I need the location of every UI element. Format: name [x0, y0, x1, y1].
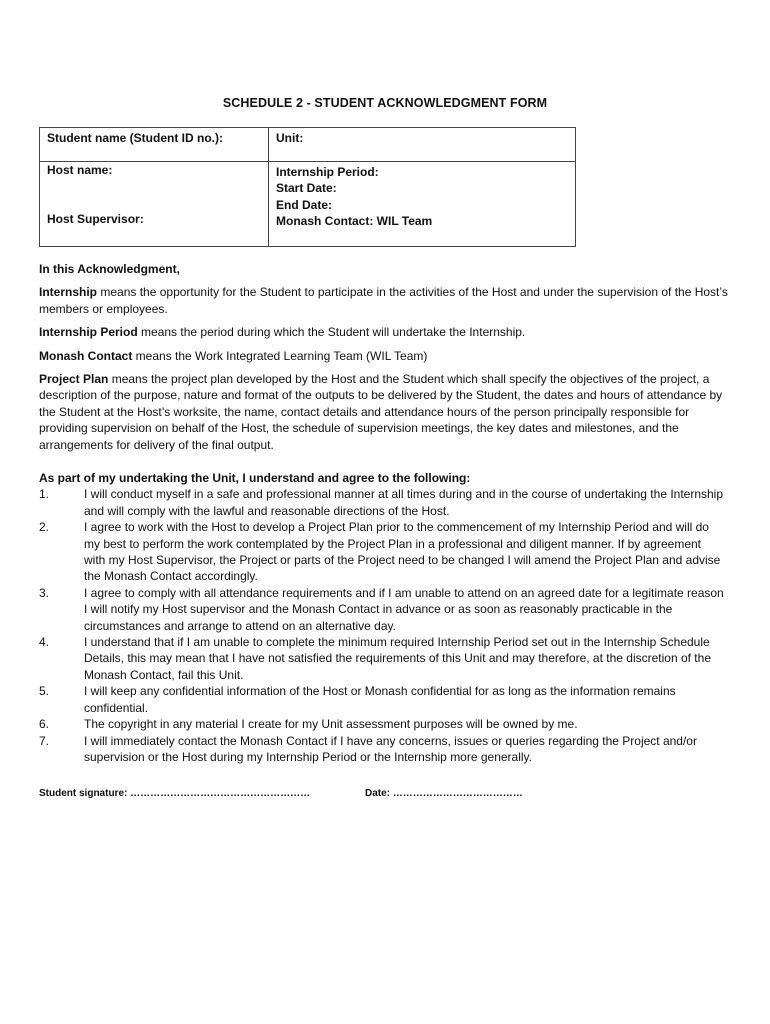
student-name-cell [40, 128, 269, 162]
list-item [39, 486, 724, 519]
list-item-number: 5. [39, 684, 50, 699]
list-item [39, 716, 724, 732]
monash-contact-label: Monash Contact: WIL Team [276, 214, 433, 229]
definitions-intro: In this Acknowledgment, [39, 262, 180, 276]
list-item [39, 683, 724, 716]
info-row-host [40, 162, 576, 247]
list-item-number: 2. [39, 520, 50, 535]
internship-period-label: Internship Period: [276, 165, 379, 179]
definition-term: Internship Period [39, 325, 138, 340]
date-field[interactable]: Date: ………………………………… [365, 788, 523, 799]
unit-label: Unit: [276, 131, 304, 145]
definition-project-plan [39, 371, 739, 453]
undertakings-heading: As part of my undertaking the Unit, I understand and agree to the following: [39, 471, 471, 485]
list-item [39, 634, 724, 683]
page-title: SCHEDULE 2 - STUDENT ACKNOWLEDGMENT FORM [222, 96, 548, 110]
list-item-text: I will keep any confidential information of the Host or Monash confidential for as long as the information remains confidential. [84, 684, 676, 715]
list-item [39, 733, 724, 766]
definitions-section [39, 261, 739, 453]
undertakings-section [39, 470, 739, 765]
unit-cell [269, 128, 576, 162]
list-item-number: 6. [39, 717, 50, 732]
definition-text: means the Work Integrated Learning Team (WIL Team) [132, 348, 428, 363]
list-item-text: I will conduct myself in a safe and professional manner at all times during and in the course of undertaking the Internship and will comply with the lawful and reasonable directions of the Host. [84, 487, 724, 518]
internship-period-cell [269, 162, 576, 247]
list-item [39, 585, 724, 634]
end-date-label: End Date: [276, 197, 333, 212]
info-row-student [40, 128, 576, 162]
list-item-text: I agree to work with the Host to develop a Project Plan prior to the commencement of my Internship Period and will do my best to perform the work contemplated by the Project Plan in a professional and diligent manner. If by agreement with my Host Supervisor, the Project or parts of the Project need to be changed I will amend the Project Plan and advise the Monash Contact accordingly. [84, 520, 721, 584]
list-item-number: 3. [39, 585, 50, 600]
undertakings-list [39, 486, 739, 765]
host-supervisor-label: Host Supervisor: [47, 212, 144, 226]
definition-term: Monash Contact [39, 348, 133, 363]
student-info-table [39, 127, 576, 247]
list-item-text: I understand that if I am unable to complete the minimum required Internship Period set out in the Internship Schedule Details, this may mean that I have not satisfied the requirements of this Unit and may therefore, at the discretion of the Monash Contact, fail this Unit. [84, 635, 711, 682]
definition-term: Internship [39, 285, 98, 300]
list-item-number: 4. [39, 635, 50, 650]
list-item-text: The copyright in any material I create for my Unit assessment purposes will be owned by me. [84, 717, 578, 732]
definition-term: Project Plan [39, 372, 109, 387]
definition-monash-contact [39, 348, 739, 364]
student-signature-field[interactable]: Student signature: ……………………………………………… [39, 788, 311, 799]
signature-row [39, 786, 739, 802]
list-item-text: I will immediately contact the Monash Contact if I have any concerns, issues or queries regarding the Project and/or supervision or the Host during my Internship Period or the Internship more generally. [84, 733, 697, 764]
list-item [39, 519, 724, 585]
start-date-label: Start Date: [276, 181, 337, 196]
definition-text: means the project plan developed by the Host and the Student which shall specify the objectives of the project, a description of the purpose, nature and format of the outputs to be delivered by the Student, the dates and hours of attendance by the Student at the Host’s worksite, the name, contact details and attendance hours of the person principally responsible for providing supervision on behalf of the Host, the schedule of supervision meetings, the key dates and milestones, and the arrangements for delivery of the final output. [39, 372, 723, 452]
list-item-number: 1. [39, 487, 50, 502]
list-item-number: 7. [39, 733, 50, 748]
student-name-label: Student name (Student ID no.): [47, 131, 223, 145]
definition-internship [39, 284, 739, 317]
host-name-label: Host name: [47, 163, 113, 177]
definition-internship-period [39, 324, 739, 340]
definition-text: means the period during which the Student will undertake the Internship. [137, 325, 526, 340]
list-item-text: I agree to comply with all attendance requirements and if I am unable to attend on an agreed date for a legitimate reason I will notify my Host supervisor and the Monash Contact in advance or as soon as reasonably practicable in the circumstances and arrange to attend on an alternative day. [84, 585, 724, 633]
definition-text: means the opportunity for the Student to participate in the activities of the Host and under the supervision of the Host’s members or employees. [39, 285, 728, 316]
